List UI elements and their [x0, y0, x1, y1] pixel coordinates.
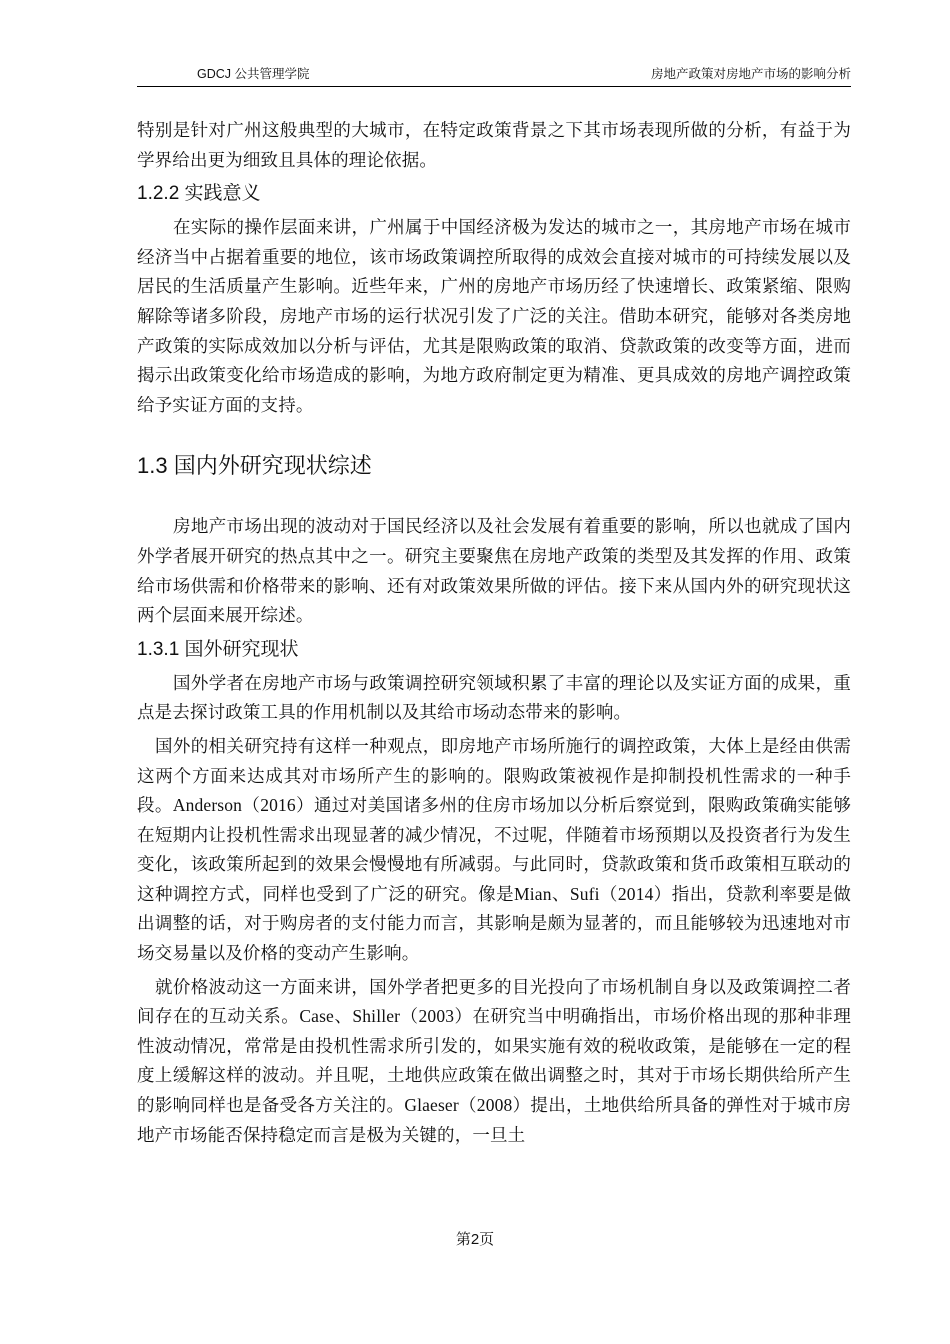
paragraph-literature-review-intro: 房地产市场出现的波动对于国民经济以及社会发展有着重要的影响，所以也就成了国内外学者展开研究的热点其中之一。研究主要聚焦在房地产政策的类型及其发挥的作用、政策给市场供需和价格带来的影响、还有对政策效果所做的评估。接下来从国内外的研究现状这两个层面来展开综述。 [137, 516, 851, 626]
page-number: 第2页 [455, 1231, 495, 1248]
heading-1-2-2-practical-significance: 1.2.2 实践意义 [137, 183, 261, 205]
paragraph-theoretical-significance-end: 特别是针对广州这般典型的大城市，在特定政策背景之下其市场表现所做的分析，有益于为学界给出更为细致且具体的理论依据。 [137, 120, 851, 170]
paragraph-foreign-research-supply-demand: 国外的相关研究持有这样一种观点，即房地产市场所施行的调控政策，大体上是经由供需这两个方面来达成其对市场所产生的影响的。限购政策被视作是抑制投机性需求的一种手段。Anderson（2016）通过对美国诸多州的住房市场加以分析后察觉到，限购政策确实能够在短期内让投机性需求出现显著的减少情况，不过呢，伴随着市场预期以及投资者行为发生变化，该政策所起到的效果会慢慢地有所减弱。与此同时，贷款政策和货币政策相互联动的这种调控方式，同样也受到了广泛的研究。像是Mian、Sufi（2014）指出，贷款利率要是做出调整的话，对于购房者的支付能力而言，其影响是颇为显著的，而且能够较为迅速地对市场交易量以及价格的变动产生影响。 [137, 735, 851, 964]
paragraph-foreign-research-price-volatility: 就价格波动这一方面来讲，国外学者把更多的目光投向了市场机制自身以及政策调控二者间存在的互动关系。Case、Shiller（2003）在研究当中明确指出，市场价格出现的那种非理性波动情况，常常是由投机性需求所引发的，如果实施有效的税收政策，是能够在一定的程度上缓解这样的波动。并且呢，土地供应政策在做出调整之时，其对于市场长期供给所产生的影响同样也是备受各方关注的。Glaeser（2008）提出，土地供给所具备的弹性对于城市房地产市场能否保持稳定而言是极为关键的，一旦土 [137, 976, 851, 1145]
paragraph-practical-significance: 在实际的操作层面来讲，广州属于中国经济极为发达的城市之一，其房地产市场在城市经济当中占据着重要的地位，该市场政策调控所取得的成效会直接对城市的可持续发展以及居民的生活质量产生影响。近些年来，广州的房地产市场历经了快速增长、政策紧缩、限购解除等诸多阶段，房地产市场的运行状况引发了广泛的关注。借助本研究，能够对各类房地产政策的实际成效加以分析与评估，尤其是限购政策的取消、贷款政策的改变等方面，进而揭示出政策变化给市场造成的影响，为地方政府制定更为精准、更具成效的房地产调控政策给予实证方面的支持。 [137, 217, 851, 415]
header-document-title: 房地产政策对房地产市场的影响分析 [650, 67, 851, 81]
header-institution: GDCJ 公共管理学院 [197, 67, 310, 81]
page-header [137, 64, 851, 87]
heading-1-3-literature-review: 1.3 国内外研究现状综述 [137, 453, 372, 479]
paragraph-foreign-research-intro: 国外学者在房地产市场与政策调控研究领域积累了丰富的理论以及实证方面的成果，重点是去探讨政策工具的作用机制以及其给市场动态带来的影响。 [137, 672, 851, 723]
heading-1-3-1-foreign-research: 1.3.1 国外研究现状 [137, 638, 299, 660]
page-body [137, 116, 851, 1150]
